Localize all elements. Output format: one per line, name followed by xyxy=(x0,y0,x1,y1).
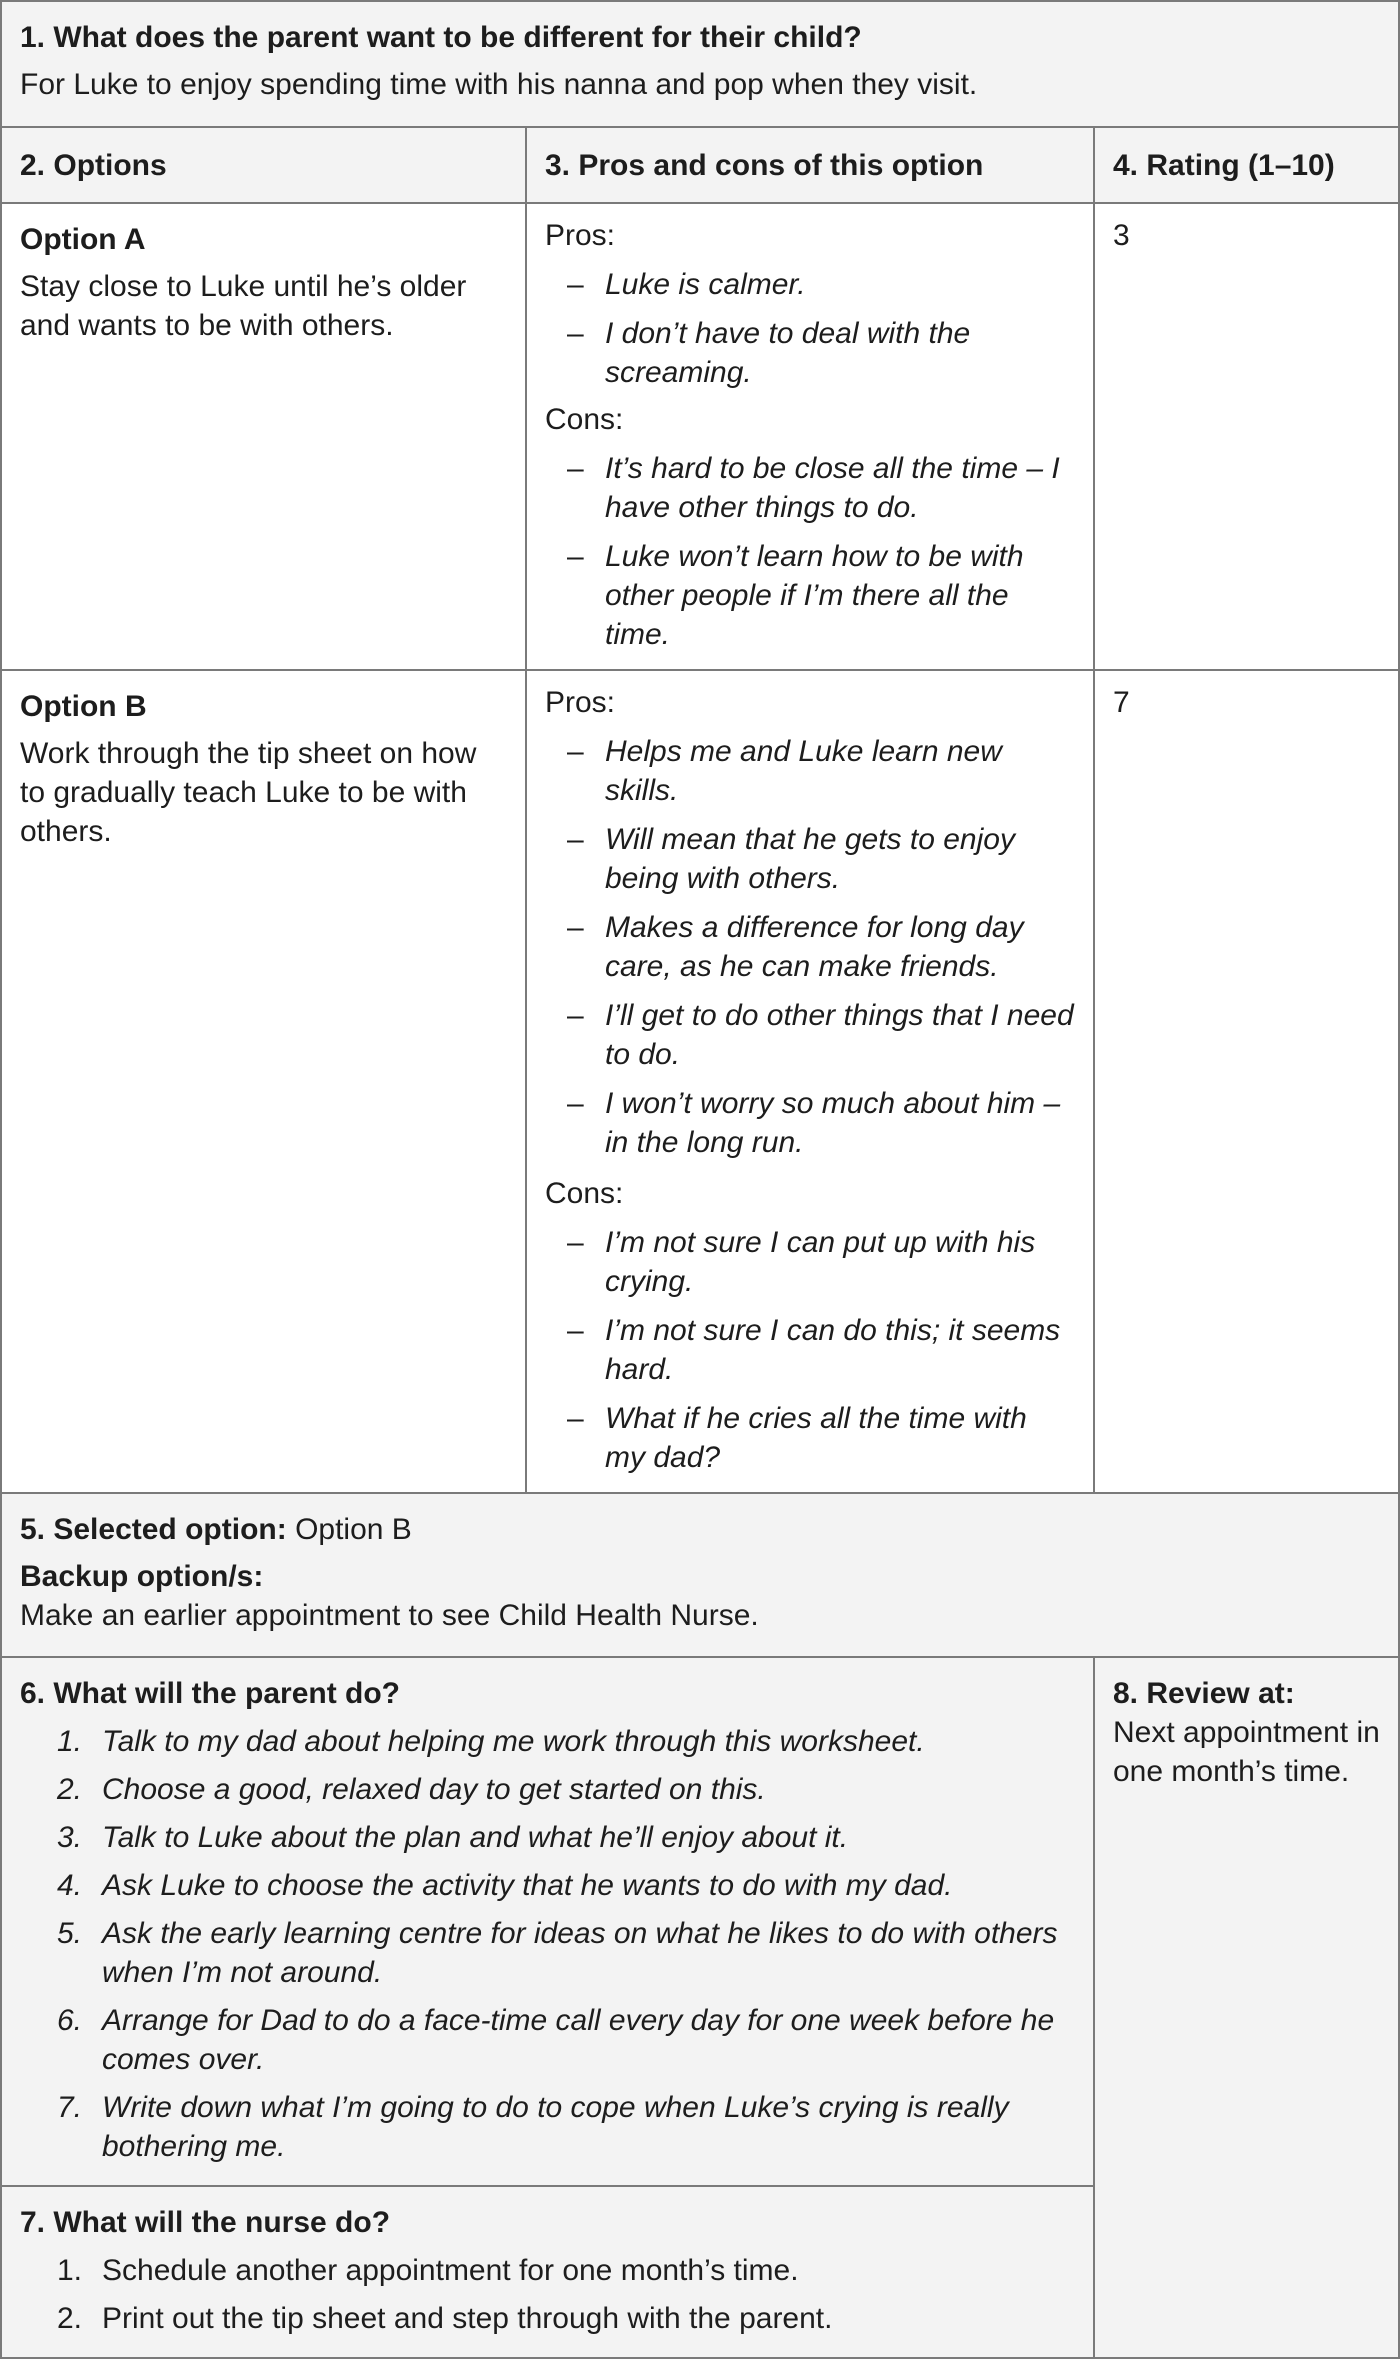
option-description: Stay close to Luke until he’s older and wants to be with others. xyxy=(20,270,467,342)
selected-option-cell xyxy=(2,1494,1398,1656)
pro-item: – Makes a difference for long day care, as he can make friends. xyxy=(545,908,1075,986)
goal-heading: 1. What does the parent want to be different for their child? xyxy=(20,21,862,54)
con-item: – What if he cries all the time with my dad? xyxy=(545,1399,1075,1477)
parent-action-item: 6. Arrange for Dad to do a face-time call every day for one week before he comes over. xyxy=(57,2004,1055,2076)
option-a-rating-cell xyxy=(1095,204,1398,669)
selected-option-section xyxy=(2,1494,1398,1658)
options-column-header: 2. Options xyxy=(2,128,527,202)
goal-text: For Luke to enjoy spending time with his nanna and pop when they visit. xyxy=(20,68,978,101)
con-item: – It’s hard to be close all the time – I have other things to do. xyxy=(545,449,1075,527)
option-row xyxy=(2,671,1398,1494)
column-header-row xyxy=(2,128,1398,204)
con-item: – I’m not sure I can put up with his crying. xyxy=(545,1223,1075,1301)
backup-option-value: Make an earlier appointment to see Child Health Nurse. xyxy=(20,1599,759,1632)
option-b-description-cell xyxy=(2,671,527,1492)
option-title: Option A xyxy=(20,223,146,256)
option-row xyxy=(2,204,1398,671)
pro-item: – Luke is calmer. xyxy=(545,265,1075,304)
review-heading: 8. Review at: xyxy=(1113,1677,1295,1710)
parent-actions-list xyxy=(20,1722,1075,2166)
parent-actions-heading: 6. What will the parent do? xyxy=(20,1677,401,1710)
cons-list xyxy=(545,449,1075,654)
rating-value: 7 xyxy=(1113,686,1130,719)
pros-label: Pros: xyxy=(545,219,616,252)
pros-list xyxy=(545,732,1075,1162)
nurse-actions-heading: 7. What will the nurse do? xyxy=(20,2206,391,2239)
pros-list xyxy=(545,265,1075,392)
review-text: Next appointment in one month’s time. xyxy=(1113,1716,1380,1788)
parent-action-item: 4. Ask Luke to choose the activity that he wants to do with my dad. xyxy=(57,1869,953,1902)
review-cell xyxy=(1095,1658,1398,2357)
nurse-actions-list xyxy=(20,2251,1075,2338)
option-b-pros-cons-cell xyxy=(527,671,1095,1492)
parent-actions-cell xyxy=(2,1658,1095,2187)
pro-item: – I won’t worry so much about him – in the long run. xyxy=(545,1084,1075,1162)
pro-item: – I’ll get to do other things that I need to do. xyxy=(545,996,1075,1074)
backup-option-label: Backup option/s: xyxy=(20,1560,264,1593)
pro-item: – Will mean that he gets to enjoy being with others. xyxy=(545,820,1075,898)
parent-action-item: 2. Choose a good, relaxed day to get started on this. xyxy=(57,1773,766,1806)
option-title: Option B xyxy=(20,690,147,723)
option-b-rating-cell xyxy=(1095,671,1398,1492)
parent-action-item: 1. Talk to my dad about helping me work through this worksheet. xyxy=(57,1725,925,1758)
option-description: Work through the tip sheet on how to gradually teach Luke to be with others. xyxy=(20,737,477,848)
nurse-actions-cell xyxy=(2,2187,1095,2357)
option-a-pros-cons-cell xyxy=(527,204,1095,669)
goal-cell xyxy=(2,2,1398,126)
selected-option-value: Option B xyxy=(295,1513,412,1546)
con-item: – Luke won’t learn how to be with other people if I’m there all the time. xyxy=(545,537,1075,654)
parent-action-item: 5. Ask the early learning centre for ideas on what he likes to do with others when I’m not around. xyxy=(57,1917,1058,1989)
goal-section xyxy=(2,2,1398,128)
pro-item: – Helps me and Luke learn new skills. xyxy=(545,732,1075,810)
parent-action-item: 3. Talk to Luke about the plan and what he’ll enjoy about it. xyxy=(57,1821,849,1854)
rating-value: 3 xyxy=(1113,219,1130,252)
pros-cons-column-header: 3. Pros and cons of this option xyxy=(527,128,1095,202)
selected-option-label: 5. Selected option: xyxy=(20,1513,287,1546)
pros-label: Pros: xyxy=(545,686,616,719)
cons-label: Cons: xyxy=(545,403,624,436)
option-a-description-cell xyxy=(2,204,527,669)
pro-item: – I don’t have to deal with the screaming. xyxy=(545,314,1075,392)
cons-label: Cons: xyxy=(545,1177,624,1210)
nurse-action-item: 2. Print out the tip sheet and step through with the parent. xyxy=(57,2302,833,2335)
action-plan-section xyxy=(2,1658,1398,2357)
nurse-action-item: 1. Schedule another appointment for one month’s time. xyxy=(57,2254,799,2287)
parent-action-item: 7. Write down what I’m going to do to cope when Luke’s crying is really bothering me. xyxy=(57,2091,1009,2163)
cons-list xyxy=(545,1223,1075,1477)
con-item: – I’m not sure I can do this; it seems hard. xyxy=(545,1311,1075,1389)
rating-column-header: 4. Rating (1–10) xyxy=(1113,149,1335,182)
